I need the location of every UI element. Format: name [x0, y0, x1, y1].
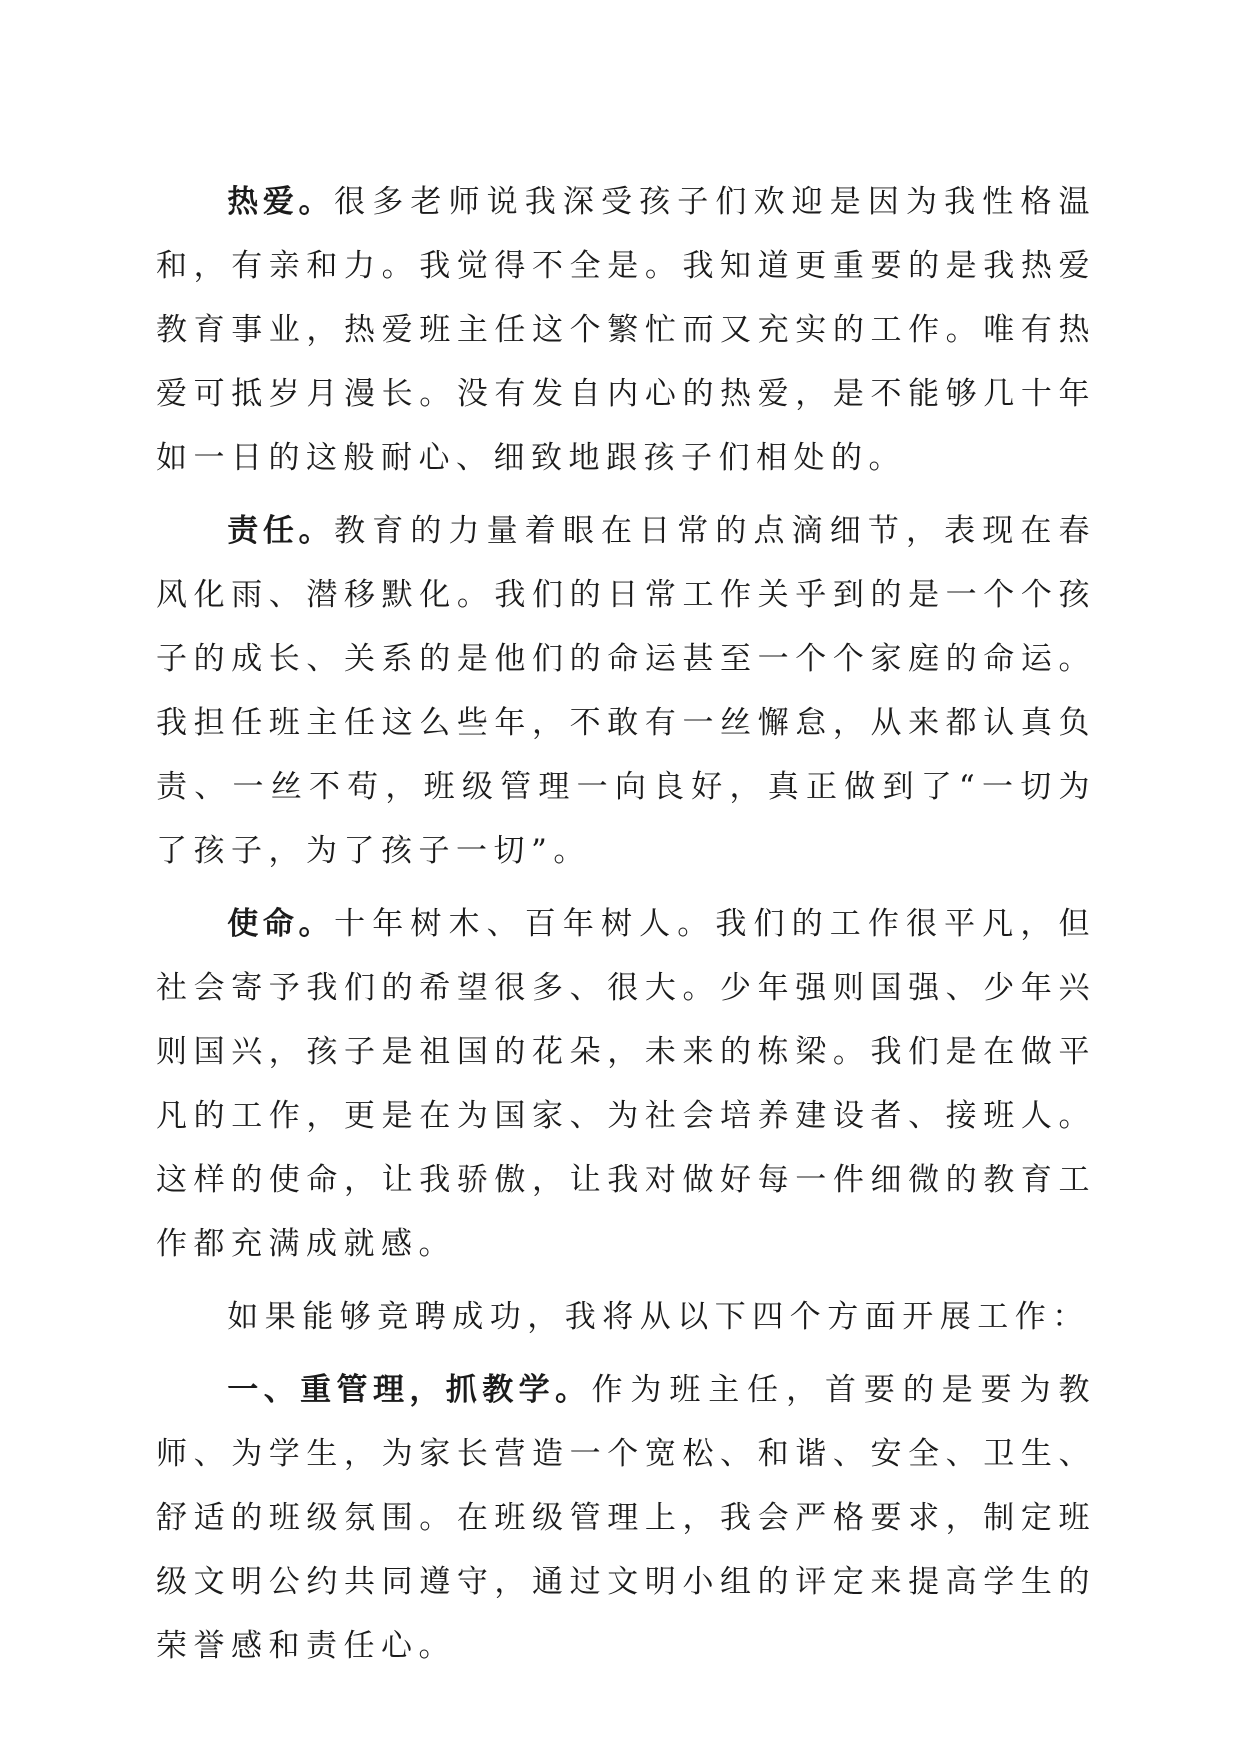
paragraph-plan-intro — [156, 1285, 1096, 1349]
paragraph-plan-one-heading: 一、重管理，抓教学。 — [227, 1372, 592, 1408]
paragraph-mission-heading: 使命。 — [227, 906, 335, 942]
paragraph-responsibility — [156, 499, 1096, 883]
paragraph-mission-text: 十年树木、百年树人。我们的工作很平凡，但社会寄予我们的希望很多、很大。少年强则国强、少年兴则国兴，孩子是祖国的花朵，未来的栋梁。我们是在做平凡的工作，更是在为国家、为社会培养建设者、接班人。这样的使命，让我骄傲，让我对做好每一件细微的教育工作都充满成就感。 — [156, 906, 1097, 1262]
paragraph-love — [156, 170, 1096, 490]
document-body — [156, 170, 1096, 1687]
paragraph-love-heading: 热爱。 — [227, 184, 335, 220]
paragraph-plan-one-text: 作为班主任，首要的是要为教师、为学生，为家长营造一个宽松、和谐、安全、卫生、舒适的班级氛围。在班级管理上，我会严格要求，制定班级文明公约共同遵守，通过文明小组的评定来提高学生的荣誉感和责任心。 — [156, 1372, 1097, 1664]
paragraph-plan-intro-text: 如果能够竞聘成功，我将从以下四个方面开展工作： — [227, 1299, 1090, 1335]
paragraph-plan-one — [156, 1358, 1096, 1678]
paragraph-responsibility-text: 教育的力量着眼在日常的点滴细节，表现在春风化雨、潜移默化。我们的日常工作关乎到的是一个个孩子的成长、关系的是他们的命运甚至一个个家庭的命运。我担任班主任这么些年，不敢有一丝懈怠，从来都认真负责、一丝不苟，班级管理一向良好，真正做到了“一切为了孩子，为了孩子一切”。 — [156, 513, 1097, 869]
paragraph-mission — [156, 892, 1096, 1276]
paragraph-love-text: 很多老师说我深受孩子们欢迎是因为我性格温和，有亲和力。我觉得不全是。我知道更重要的是我热爱教育事业，热爱班主任这个繁忙而又充实的工作。唯有热爱可抵岁月漫长。没有发自内心的热爱，是不能够几十年如一日的这般耐心、细致地跟孩子们相处的。 — [156, 184, 1097, 476]
paragraph-responsibility-heading: 责任。 — [227, 513, 335, 549]
